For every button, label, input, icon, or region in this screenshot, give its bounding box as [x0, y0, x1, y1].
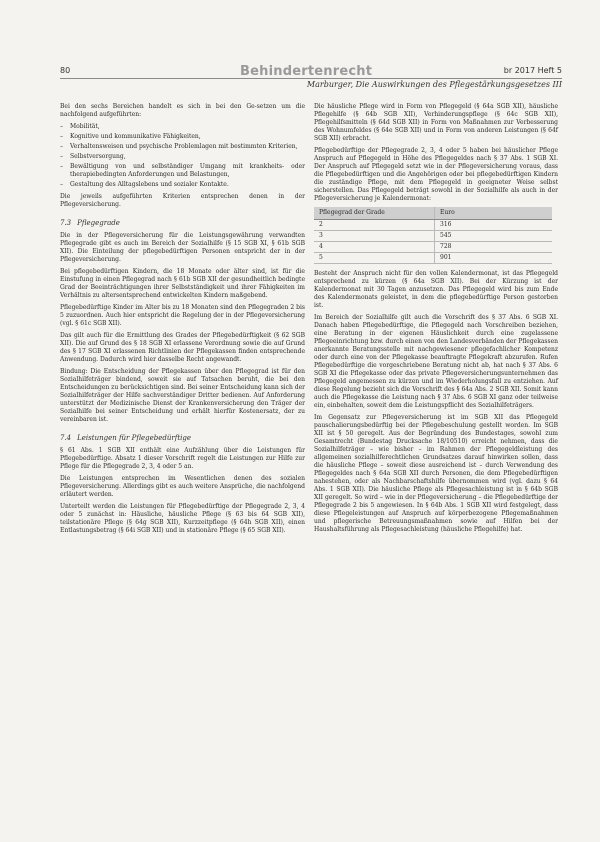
table-row: [314, 242, 552, 253]
section-title: Pflegegrade: [77, 219, 120, 227]
list-item: – Kognitive und kommunikative Fähigkeiten,: [60, 133, 305, 141]
paragraph: Unterteilt werden die Leistungen für Pflegebedürftige der Pflegegrade 2, 3, 4 oder 5 zunächst in: Häusliche, häusliche Pflege (§ 63 bis 64 SGB XII), teilstationäre Pflege (§ 64g SGB XII), Kurzzeitpflege (§ 64h SGB XII), einen Entlastungsbetrag (§ 64i SGB XII) und in stationäre Pflege (§ 65 SGB XII).: [60, 503, 305, 534]
article-subtitle: Marburger, Die Auswirkungen des Pflegestärkungsgesetzes III: [306, 80, 562, 89]
paragraph: Bei pflegebedürftigen Kindern, die 18 Monate oder älter sind, ist für die Einstufung in einen Pflegegrad nach § 61b SGB XII der gesundheitlich bedingte Grad der Beeinträchtigungen ihrer Selbstständigkeit und ihrer Fähigkeiten im Verhältnis zu altersentsprechend entwickelten Kindern maßgebend.: [60, 268, 305, 299]
issue-label: br 2017 Heft 5: [503, 66, 562, 75]
list-item: – Verhaltensweisen und psychische Problemlagen mit bestimmten Kriterien,: [60, 143, 305, 151]
left-column: [60, 103, 305, 539]
table-row: [314, 220, 552, 231]
header-rule: [60, 78, 562, 79]
paragraph: Pflegebedürftige der Pflegegrade 2, 3, 4 oder 5 haben bei häuslicher Pflege Anspruch auf Pflegegeld in Höhe des Pflegegeldes nach § 37 Abs. 1 SGB XI. Der Anspruch auf Pflegegeld setzt wie in der Pflegeversicherung voraus, dass die Pflegebedürftigen und die Angehörigen oder bei pflegebedürftigen Kindern die zuständige Pflege, mit dem Pflegegeld in geeigneter Weise selbst sicherstellen. Das Pflegegeld beträgt sowohl in der Sozialhilfe als auch in der Pflegeversicherung je Kalendermonat:: [314, 147, 558, 202]
table-cell-grade: 4: [314, 242, 435, 253]
paragraph: Die häusliche Pflege wird in Form von Pflegegeld (§ 64a SGB XII), häusliche Pflegehilfe (§ 64b SGB XII), Verhinderungspflege (§ 64c SGB XII), Pflegehilfsmitteln (§ 64d SGB XII) in Form von Maßnahmen zur Verbesserung des Wohnumfeldes (§ 64e SGB XII) und in Form von anderen Leistungen (§ 64f SGB XII) erbracht.: [314, 103, 558, 142]
table-cell-grade: 5: [314, 253, 435, 264]
list-item: – Gestaltung des Alltagslebens und sozialer Kontakte.: [60, 181, 305, 189]
table-row: [314, 253, 552, 264]
paragraph: Die Leistungen entsprechen im Wesentlichen denen des sozialen Pflegeversicherung. Allerdings gibt es auch weitere Ansprüche, die nachfolgend erläutert werden.: [60, 475, 305, 498]
section-number: 7.3: [60, 219, 72, 227]
table-cell-euro: 728: [435, 242, 553, 253]
table-header-row: [314, 207, 552, 220]
paragraph: Die in der Pflegeversicherung für die Leistungsgewährung verwandten Pflegegrade gibt es auch im Bereich der Sozialhilfe (§ 15 SGB XI, § 61b SGB XII). Die Einteilung der pflegebedürftigen Personen entspricht der in der Pflegeversicherung.: [60, 232, 305, 263]
paragraph: § 61 Abs. 1 SGB XII enthält eine Aufzählung über die Leistungen für Pflegebedürftige. Absatz 1 dieser Vorschrift regelt die Leistungen zur Hilfe zur Pflege für die Pflegegrade 2, 3, 4 oder 5 an.: [60, 447, 305, 470]
table-cell-euro: 316: [435, 220, 553, 231]
list-item: – Mobilität,: [60, 123, 305, 131]
paragraph: Im Bereich der Sozialhilfe gilt auch die Vorschrift des § 37 Abs. 6 SGB XI. Danach haben Pflegebedürftige, die Pflegegeld nach Vorschreiben beziehen, eine Beratung in der eigenen Häuslichkeit durch eine zugelassene Pflegeeinrichtung bzw. durch einen von den Landesverbänden der Pflegekassen anerkannte Beratungsstelle mit nachgewiesener pflegefachlicher Kompetenz oder durch eine von der Pflegekasse beauftragte Pflegekraft abzurufen. Rufen Pflegebedürftige die vorgeschriebene Beratung nicht ab, hat nach § 37 Abs. 6 SGB XI die Pflegekasse oder das private Pflegeversicherungsunternehmen das Pflegegeld angemessen zu kürzen und im Wiederholungsfall zu entziehen. Auf diese Regelung bezieht sich die Vorschrift des § 64a Abs. 2 SGB XII. Somit kann auch die Pflegekasse die Leistung nach § 37 Abs. 6 SGB XI ganz oder teilweise ein, einbehalten, soweit dem die Leistungspflicht des Sozialhilfeträgers.: [314, 314, 558, 409]
table-row: [314, 231, 552, 242]
paragraph: Pflegebedürftige Kinder im Alter bis zu 18 Monaten sind den Pflegegraden 2 bis 5 zuzuordnen. Auch hier entspricht die Regelung der in der Pflegeversicherung (vgl. § 61c SGB XII).: [60, 304, 305, 327]
table-header-cell: Euro: [435, 207, 553, 220]
section-title: Leistungen für Pflegebedürftige: [77, 434, 191, 442]
paragraph: Das gilt auch für die Ermittlung des Grades der Pflegebedürftigkeit (§ 62 SGB XII). Die auf Grund des § 18 SGB XI erlassene Verordnung sowie die auf Grund des § 17 SGB XI erlassenen Richtlinien der Pflegekassen finden entsprechende Anwendung. Dadurch wird hier dasselbe Recht angewandt.: [60, 332, 305, 363]
page-header: [60, 64, 562, 88]
table-cell-euro: 901: [435, 253, 553, 264]
paragraph: Bindung: Die Entscheidung der Pflegekassen über den Pflegegrad ist für den Sozialhilfeträger bindend, soweit sie auf Tatsachen beruht, die bei den Entscheidungen zu berücksichtigen sind. Bei seiner Entscheidung kann sich der Sozialhilfeträger der Hilfe sachverständiger Dritter bedienen. Auf Anforderung unterstützt der Medizinische Dienst der Krankenversicherung den Träger der Sozialhilfe bei seiner Entscheidung und erhält hierfür Kostenersatz, der zu vereinbaren ist.: [60, 368, 305, 423]
journal-title: Behindertenrecht: [240, 64, 373, 79]
paragraph: Die jeweils aufgeführten Kriterien entsprechen denen in der Pflegeversicherung.: [60, 193, 305, 208]
table-cell-grade: 3: [314, 231, 435, 242]
criteria-list: [60, 123, 305, 189]
list-item: – Bewältigung von und selbständiger Umgang mit krankheits- oder therapiebedingten Anforderungen und Belastungen,: [60, 163, 305, 179]
section-heading-7-4: [60, 434, 305, 442]
paragraph: Im Gegensatz zur Pflegeversicherung ist im SGB XII das Pflegegeld pauschalierungsbedürftig bei der Pflegebeschulung gestellt worden. Im SGB XII ist § 50 geregelt. Aus der Begründung des Bundestages, sowohl zum Gesamtrecht (Bundestag Drucksache 18/10510) erreicht nehmen, dass die Sozialhilfeträger – wie bisher – im Rahmen der Pflegegeldleistung des allgemeinen sozialhilferechtlichen Grundsatzes darauf hinwirken sollen, dass die häusliche Pflege – soweit diese ausreichend ist – durch Verwendung des Pflegegeldes nach § 64a SGB XII durch Personen, die dem Pflegebedürftigen nahestehen, oder als Nachbarschaftshilfe übernommen wird (vgl. dazu § 64 Abs. 1 SGB XII). Die häusliche Pflege als Pflegesachleistung ist in § 64b SGB XII geregelt. So wird – wie in der Pflegeversicherung – die Pflegebedürftige der Pflegegrade 2 bis 5 angewiesen. In § 64b Abs. 1 SGB XII wird festgelegt, dass diese Pflegeleistungen auf Anspruch auf körperbezogene Pflegemaßnahmen und pflegerische Betreuungsmaßnahmen sowie auf Hilfen bei der Haushaltsführung als Pflegesachleistung (häusliche Pflegehilfe) hat.: [314, 414, 558, 533]
intro-paragraph: Bei den sechs Bereichen handelt es sich in bei den Ge-setzen um die nachfolgend aufgeführten:: [60, 103, 305, 118]
list-item: – Selbstversorgung,: [60, 153, 305, 161]
right-column: [314, 103, 558, 538]
table-cell-grade: 2: [314, 220, 435, 231]
table-header-cell: Pflegegrad der Grade: [314, 207, 435, 220]
paragraph: Besteht der Anspruch nicht für den vollen Kalendermonat, ist das Pflegegeld entsprechend zu kürzen (§ 64a SGB XII). Bei der Kürzung ist der Kalendermonat mit 30 Tagen anzusetzen. Das Pflegegeld wird bis zum Ende des Kalendermonats geleistet, in dem die pflegebedürftige Person gestorben ist.: [314, 270, 558, 309]
page-number: 80: [60, 66, 71, 75]
section-heading-7-3: [60, 219, 305, 227]
section-number: 7.4: [60, 434, 72, 442]
pflegegeld-table: [314, 207, 552, 264]
table-cell-euro: 545: [435, 231, 553, 242]
